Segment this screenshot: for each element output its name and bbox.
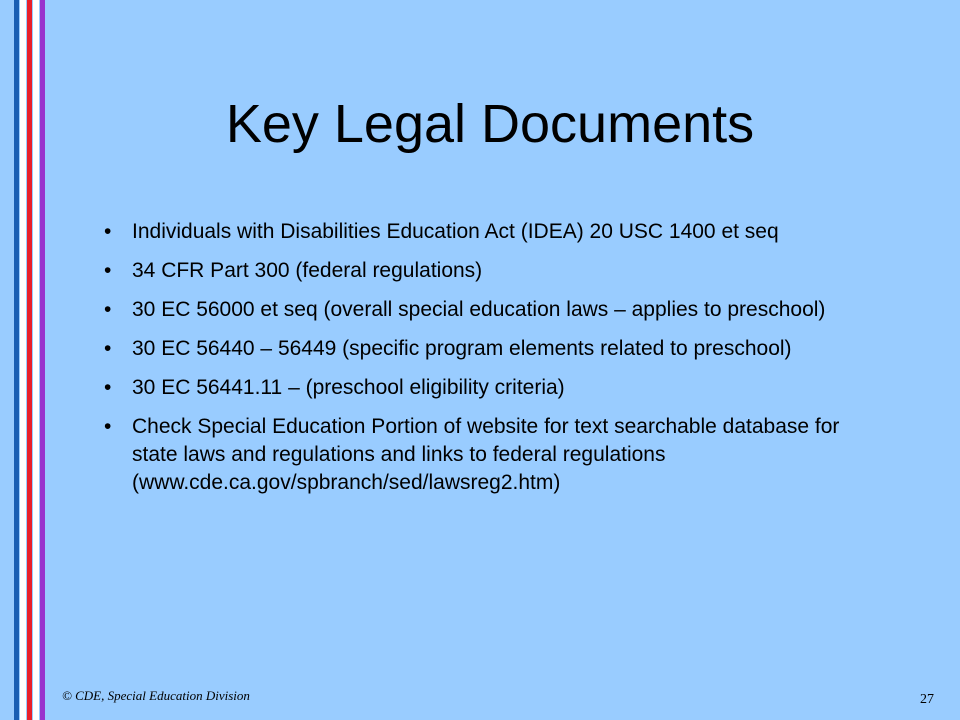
bullet-text: 30 EC 56440 – 56449 (specific program elements related to preschool) xyxy=(132,337,792,360)
slide-title: Key Legal Documents xyxy=(225,94,755,154)
bullet-text: Individuals with Disabilities Education Act (IDEA) 20 USC 1400 et seq xyxy=(132,220,779,243)
bullet-text: 30 EC 56441.11 – (preschool eligibility criteria) xyxy=(132,376,565,399)
bullet-icon: • xyxy=(104,259,112,282)
bullet-item xyxy=(104,335,884,363)
bullet-item xyxy=(104,257,884,285)
bullet-item xyxy=(104,218,884,246)
bullet-icon: • xyxy=(104,298,112,321)
bullet-item xyxy=(104,413,884,497)
bullet-icon: • xyxy=(104,415,112,438)
bullet-text: Check Special Education Portion of website for text searchable database for state laws and regulations and links to federal regulations (www.cde.ca.gov/spbranch/sed/lawsreg2.htm) xyxy=(132,415,840,494)
footer-copyright: © CDE, Special Education Division xyxy=(62,688,250,703)
bullet-text: 34 CFR Part 300 (federal regulations) xyxy=(132,259,483,282)
page-number: 27 xyxy=(920,692,934,707)
bullet-icon: • xyxy=(104,220,112,243)
bullet-item xyxy=(104,296,884,324)
bullet-item xyxy=(104,374,884,402)
bullet-icon: • xyxy=(104,376,112,399)
bullet-list xyxy=(104,218,884,508)
bullet-text: 30 EC 56000 et seq (overall special education laws – applies to preschool) xyxy=(132,298,826,321)
bullet-icon: • xyxy=(104,337,112,360)
